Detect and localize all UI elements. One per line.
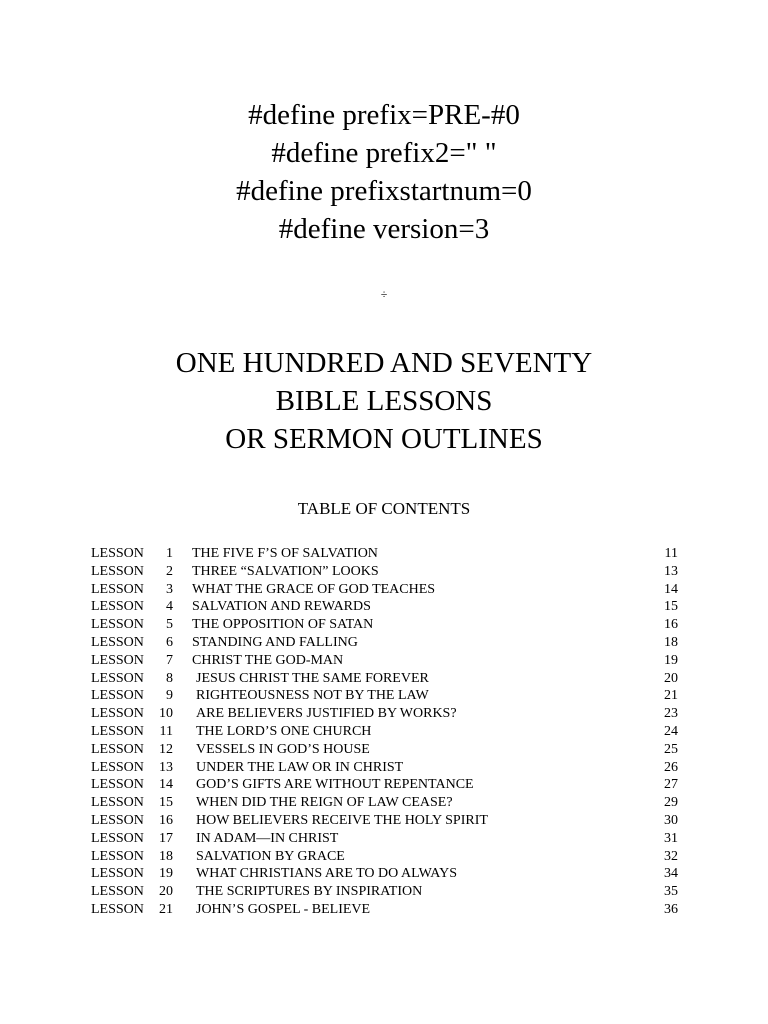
- toc-lesson-label: LESSON: [91, 634, 144, 650]
- define-line: #define prefixstartnum=0: [236, 175, 532, 207]
- toc-lesson-label: LESSON: [91, 617, 144, 633]
- toc-lesson-number: 11: [159, 723, 173, 739]
- toc-entry: [91, 794, 681, 812]
- toc-page-number: 29: [664, 795, 678, 811]
- toc-lesson-number: 1: [166, 546, 173, 561]
- table-of-contents: [91, 545, 681, 919]
- toc-lesson-label: LESSON: [91, 706, 144, 722]
- toc-entry: [91, 812, 681, 830]
- toc-entry: [91, 598, 681, 616]
- toc-page-number: 25: [664, 741, 678, 757]
- toc-lesson-number: 3: [166, 581, 173, 597]
- toc-lesson-number: 7: [166, 652, 173, 668]
- toc-page-number: 24: [664, 723, 678, 739]
- toc-entry: [91, 563, 681, 581]
- toc-entry: [91, 670, 681, 688]
- toc-lesson-label: LESSON: [91, 741, 144, 757]
- toc-entry: [91, 901, 681, 919]
- toc-page-number: 35: [664, 884, 678, 900]
- toc-page-number: 19: [664, 652, 678, 668]
- toc-lesson-label: LESSON: [91, 777, 144, 793]
- toc-lesson-label: LESSON: [91, 652, 144, 668]
- toc-entry: [91, 616, 681, 634]
- toc-lesson-title: UNDER THE LAW OR IN CHRIST: [196, 759, 404, 775]
- toc-lesson-number: 19: [159, 866, 173, 882]
- toc-page-number: 27: [664, 777, 678, 793]
- toc-lesson-label: LESSON: [91, 759, 144, 775]
- toc-lesson-label: LESSON: [91, 723, 144, 739]
- toc-lesson-title: WHEN DID THE REIGN OF LAW CEASE?: [196, 795, 453, 811]
- toc-page-number: 11: [664, 546, 678, 561]
- title-line: ONE HUNDRED AND SEVENTY: [175, 347, 593, 379]
- toc-page-number: 14: [664, 581, 678, 597]
- toc-entry: [91, 634, 681, 652]
- toc-lesson-title: SALVATION BY GRACE: [196, 848, 345, 864]
- toc-entry: [91, 865, 681, 883]
- toc-lesson-label: LESSON: [91, 563, 144, 579]
- toc-lesson-title: JOHN’S GOSPEL - BELIEVE: [196, 901, 371, 917]
- toc-lesson-label: LESSON: [91, 581, 144, 597]
- toc-lesson-title: STANDING AND FALLING: [192, 634, 358, 650]
- toc-lesson-number: 6: [166, 634, 173, 650]
- toc-lesson-number: 16: [159, 812, 173, 828]
- toc-lesson-title: ARE BELIEVERS JUSTIFIED BY WORKS?: [196, 706, 457, 722]
- toc-lesson-number: 17: [159, 830, 173, 846]
- toc-page-number: 18: [664, 634, 678, 650]
- toc-page-number: 34: [664, 866, 678, 882]
- toc-lesson-number: 12: [159, 741, 173, 757]
- toc-lesson-title: THREE “SALVATION” LOOKS: [192, 563, 379, 579]
- toc-lesson-label: LESSON: [91, 830, 144, 846]
- toc-lesson-number: 2: [166, 563, 173, 579]
- book-title: [0, 344, 768, 458]
- toc-lesson-title: WHAT CHRISTIANS ARE TO DO ALWAYS: [196, 866, 457, 882]
- toc-lesson-number: 21: [159, 901, 173, 917]
- toc-page-number: 21: [664, 688, 678, 704]
- toc-lesson-title: SALVATION AND REWARDS: [192, 599, 371, 615]
- toc-lesson-title: RIGHTEOUSNESS NOT BY THE LAW: [196, 688, 429, 704]
- toc-lesson-label: LESSON: [91, 848, 144, 864]
- toc-entry: [91, 759, 681, 777]
- toc-entry: [91, 848, 681, 866]
- toc-lesson-label: LESSON: [91, 688, 144, 704]
- toc-lesson-number: 20: [159, 884, 173, 900]
- toc-lesson-title: CHRIST THE GOD-MAN: [192, 652, 344, 668]
- title-line: OR SERMON OUTLINES: [225, 423, 543, 455]
- toc-lesson-number: 4: [166, 599, 173, 615]
- toc-lesson-number: 5: [166, 617, 173, 633]
- toc-entry: [91, 723, 681, 741]
- toc-page-number: 23: [664, 706, 678, 722]
- toc-lesson-label: LESSON: [91, 884, 144, 900]
- toc-page-number: 26: [664, 759, 678, 775]
- toc-heading: TABLE OF CONTENTS: [297, 499, 471, 518]
- toc-entry: [91, 581, 681, 599]
- toc-entry: [91, 830, 681, 848]
- toc-entry: [91, 652, 681, 670]
- toc-lesson-label: LESSON: [91, 546, 144, 561]
- toc-lesson-title: WHAT THE GRACE OF GOD TEACHES: [192, 581, 436, 597]
- toc-page-number: 20: [664, 670, 678, 686]
- toc-lesson-label: LESSON: [91, 812, 144, 828]
- toc-entry: [91, 705, 681, 723]
- toc-lesson-title: THE OPPOSITION OF SATAN: [192, 617, 374, 633]
- define-line: #define prefix=PRE-#0: [248, 99, 520, 131]
- toc-lesson-number: 18: [159, 848, 173, 864]
- toc-page-number: 15: [664, 599, 678, 615]
- toc-lesson-title: THE FIVE F’S OF SALVATION: [192, 546, 378, 561]
- toc-lesson-label: LESSON: [91, 866, 144, 882]
- toc-lesson-title: THE SCRIPTURES BY INSPIRATION: [196, 884, 423, 900]
- toc-lesson-label: LESSON: [91, 795, 144, 811]
- toc-page-number: 13: [664, 563, 678, 579]
- toc-lesson-label: LESSON: [91, 670, 144, 686]
- toc-lesson-label: LESSON: [91, 901, 144, 917]
- toc-entry: [91, 741, 681, 759]
- toc-page-number: 36: [664, 901, 678, 917]
- toc-lesson-number: 13: [159, 759, 173, 775]
- toc-lesson-number: 9: [166, 688, 173, 704]
- toc-lesson-number: 8: [166, 670, 173, 686]
- divider-symbol: ÷: [380, 287, 388, 301]
- toc-lesson-title: HOW BELIEVERS RECEIVE THE HOLY SPIRIT: [196, 812, 488, 828]
- toc-page-number: 30: [664, 812, 678, 828]
- toc-lesson-number: 10: [159, 706, 173, 722]
- toc-lesson-label: LESSON: [91, 599, 144, 615]
- toc-lesson-title: VESSELS IN GOD’S HOUSE: [196, 741, 370, 757]
- toc-lesson-title: IN ADAM—IN CHRIST: [196, 830, 339, 846]
- toc-lesson-number: 14: [159, 777, 173, 793]
- title-line: BIBLE LESSONS: [275, 385, 493, 417]
- toc-lesson-title: THE LORD’S ONE CHURCH: [196, 723, 372, 739]
- toc-page-number: 31: [664, 830, 678, 846]
- toc-entry: [91, 883, 681, 901]
- toc-lesson-title: GOD’S GIFTS ARE WITHOUT REPENTANCE: [196, 777, 474, 793]
- define-line: #define prefix2=" ": [271, 137, 497, 169]
- define-line: #define version=3: [278, 213, 490, 245]
- toc-page-number: 32: [664, 848, 678, 864]
- toc-lesson-title: JESUS CHRIST THE SAME FOREVER: [196, 670, 429, 686]
- define-directives: [0, 96, 768, 248]
- toc-entry: [91, 545, 681, 563]
- toc-entry: [91, 687, 681, 705]
- toc-entry: [91, 776, 681, 794]
- toc-lesson-number: 15: [159, 795, 173, 811]
- toc-page-number: 16: [664, 617, 678, 633]
